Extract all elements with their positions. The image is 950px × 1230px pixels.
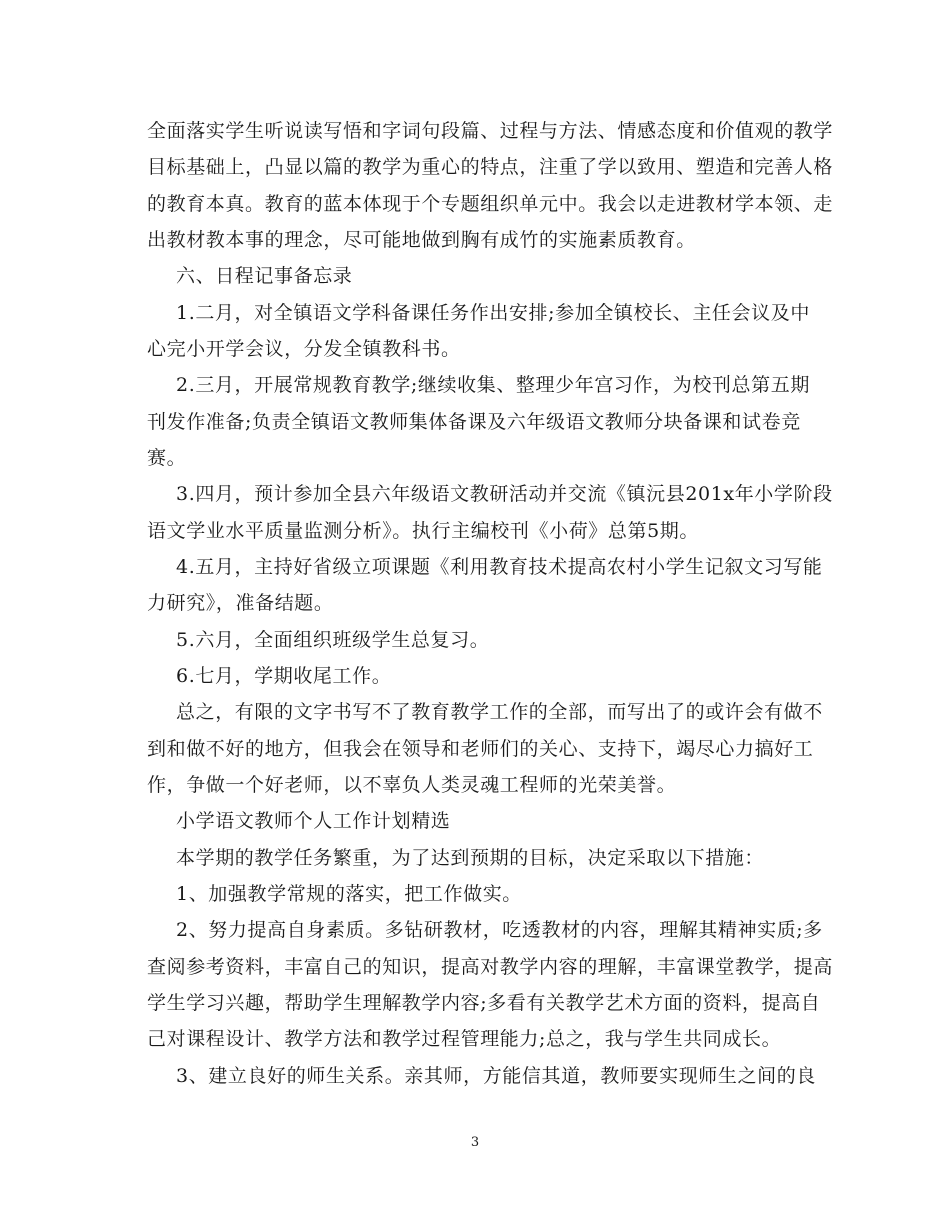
section-heading: 六、日程记事备忘录: [176, 265, 353, 287]
text-line: 6.七月，学期收尾工作。: [176, 665, 392, 687]
text-line: 作，争做一个好老师，以不辜负人类灵魂工程师的光荣美誉。: [147, 774, 677, 796]
text-line: 全面落实学生听说读写悟和字词句段篇、过程与方法、情感态度和价值观的教学: [147, 120, 834, 142]
text-line: 4.五月，主持好省级立项课题《利用教育技术提高农村小学生记叙文习写能: [176, 556, 823, 578]
text-line: 赛。: [147, 447, 187, 469]
text-line: 心完小开学会议，分发全镇教科书。: [147, 338, 461, 360]
text-line: 力研究》，准备结题。: [147, 592, 334, 614]
text-line: 目标基础上，凸显以篇的教学为重心的特点，注重了学以致用、塑造和完善人格: [147, 156, 834, 178]
text-line: 的教育本真。教育的蓝本体现于个专题组织单元中。我会以走进教材学本领、走: [147, 193, 834, 215]
text-line: 3.四月，预计参加全县六年级语文教研活动并交流《镇沅县201x年小学阶段: [176, 483, 833, 505]
text-line: 本学期的教学任务繁重，为了达到预期的目标，决定采取以下措施：: [176, 847, 765, 869]
text-line: 查阅参考资料，丰富自己的知识，提高对教学内容的理解，丰富课堂教学，提高: [147, 956, 834, 978]
text-line: 己对课程设计、教学方法和教学过程管理能力;总之，我与学生共同成长。: [147, 1028, 782, 1050]
text-line: 到和做不好的地方，但我会在领导和老师们的关心、支持下，竭尽心力搞好工: [147, 738, 814, 760]
text-line: 3、建立良好的师生关系。亲其师，方能信其道，教师要实现师生之间的良: [176, 1065, 816, 1087]
text-line: 语文学业水平质量监测分析》。执行主编校刊《小荷》总第5期。: [147, 520, 699, 542]
text-line: 出教材教本事的理念，尽可能地做到胸有成竹的实施素质教育。: [147, 229, 696, 251]
text-line: 1、加强教学常规的落实，把工作做实。: [176, 883, 522, 905]
text-line: 刊发作准备;负责全镇语文教师集体备课及六年级语文教师分块备课和试卷竞: [147, 411, 801, 433]
text-line: 2.三月，开展常规教育教学;继续收集、整理少年宫习作，为校刊总第五期: [176, 374, 810, 396]
text-line: 学生学习兴趣，帮助学生理解教学内容;多看有关教学艺术方面的资料，提高自: [147, 992, 821, 1014]
text-line: 1.二月，对全镇语文学科备课任务作出安排;参加全镇校长、主任会议及中: [176, 302, 810, 324]
text-line: 总之，有限的文字书写不了教育教学工作的全部，而写出了的或许会有做不: [176, 701, 823, 723]
page-number: 3: [470, 1135, 480, 1150]
text-line: 5.六月，全面组织班级学生总复习。: [176, 629, 490, 651]
section-heading: 小学语文教师个人工作计划精选: [176, 810, 451, 832]
text-line: 2、努力提高自身素质。多钻研教材，吃透教材的内容，理解其精神实质;多: [176, 919, 823, 941]
